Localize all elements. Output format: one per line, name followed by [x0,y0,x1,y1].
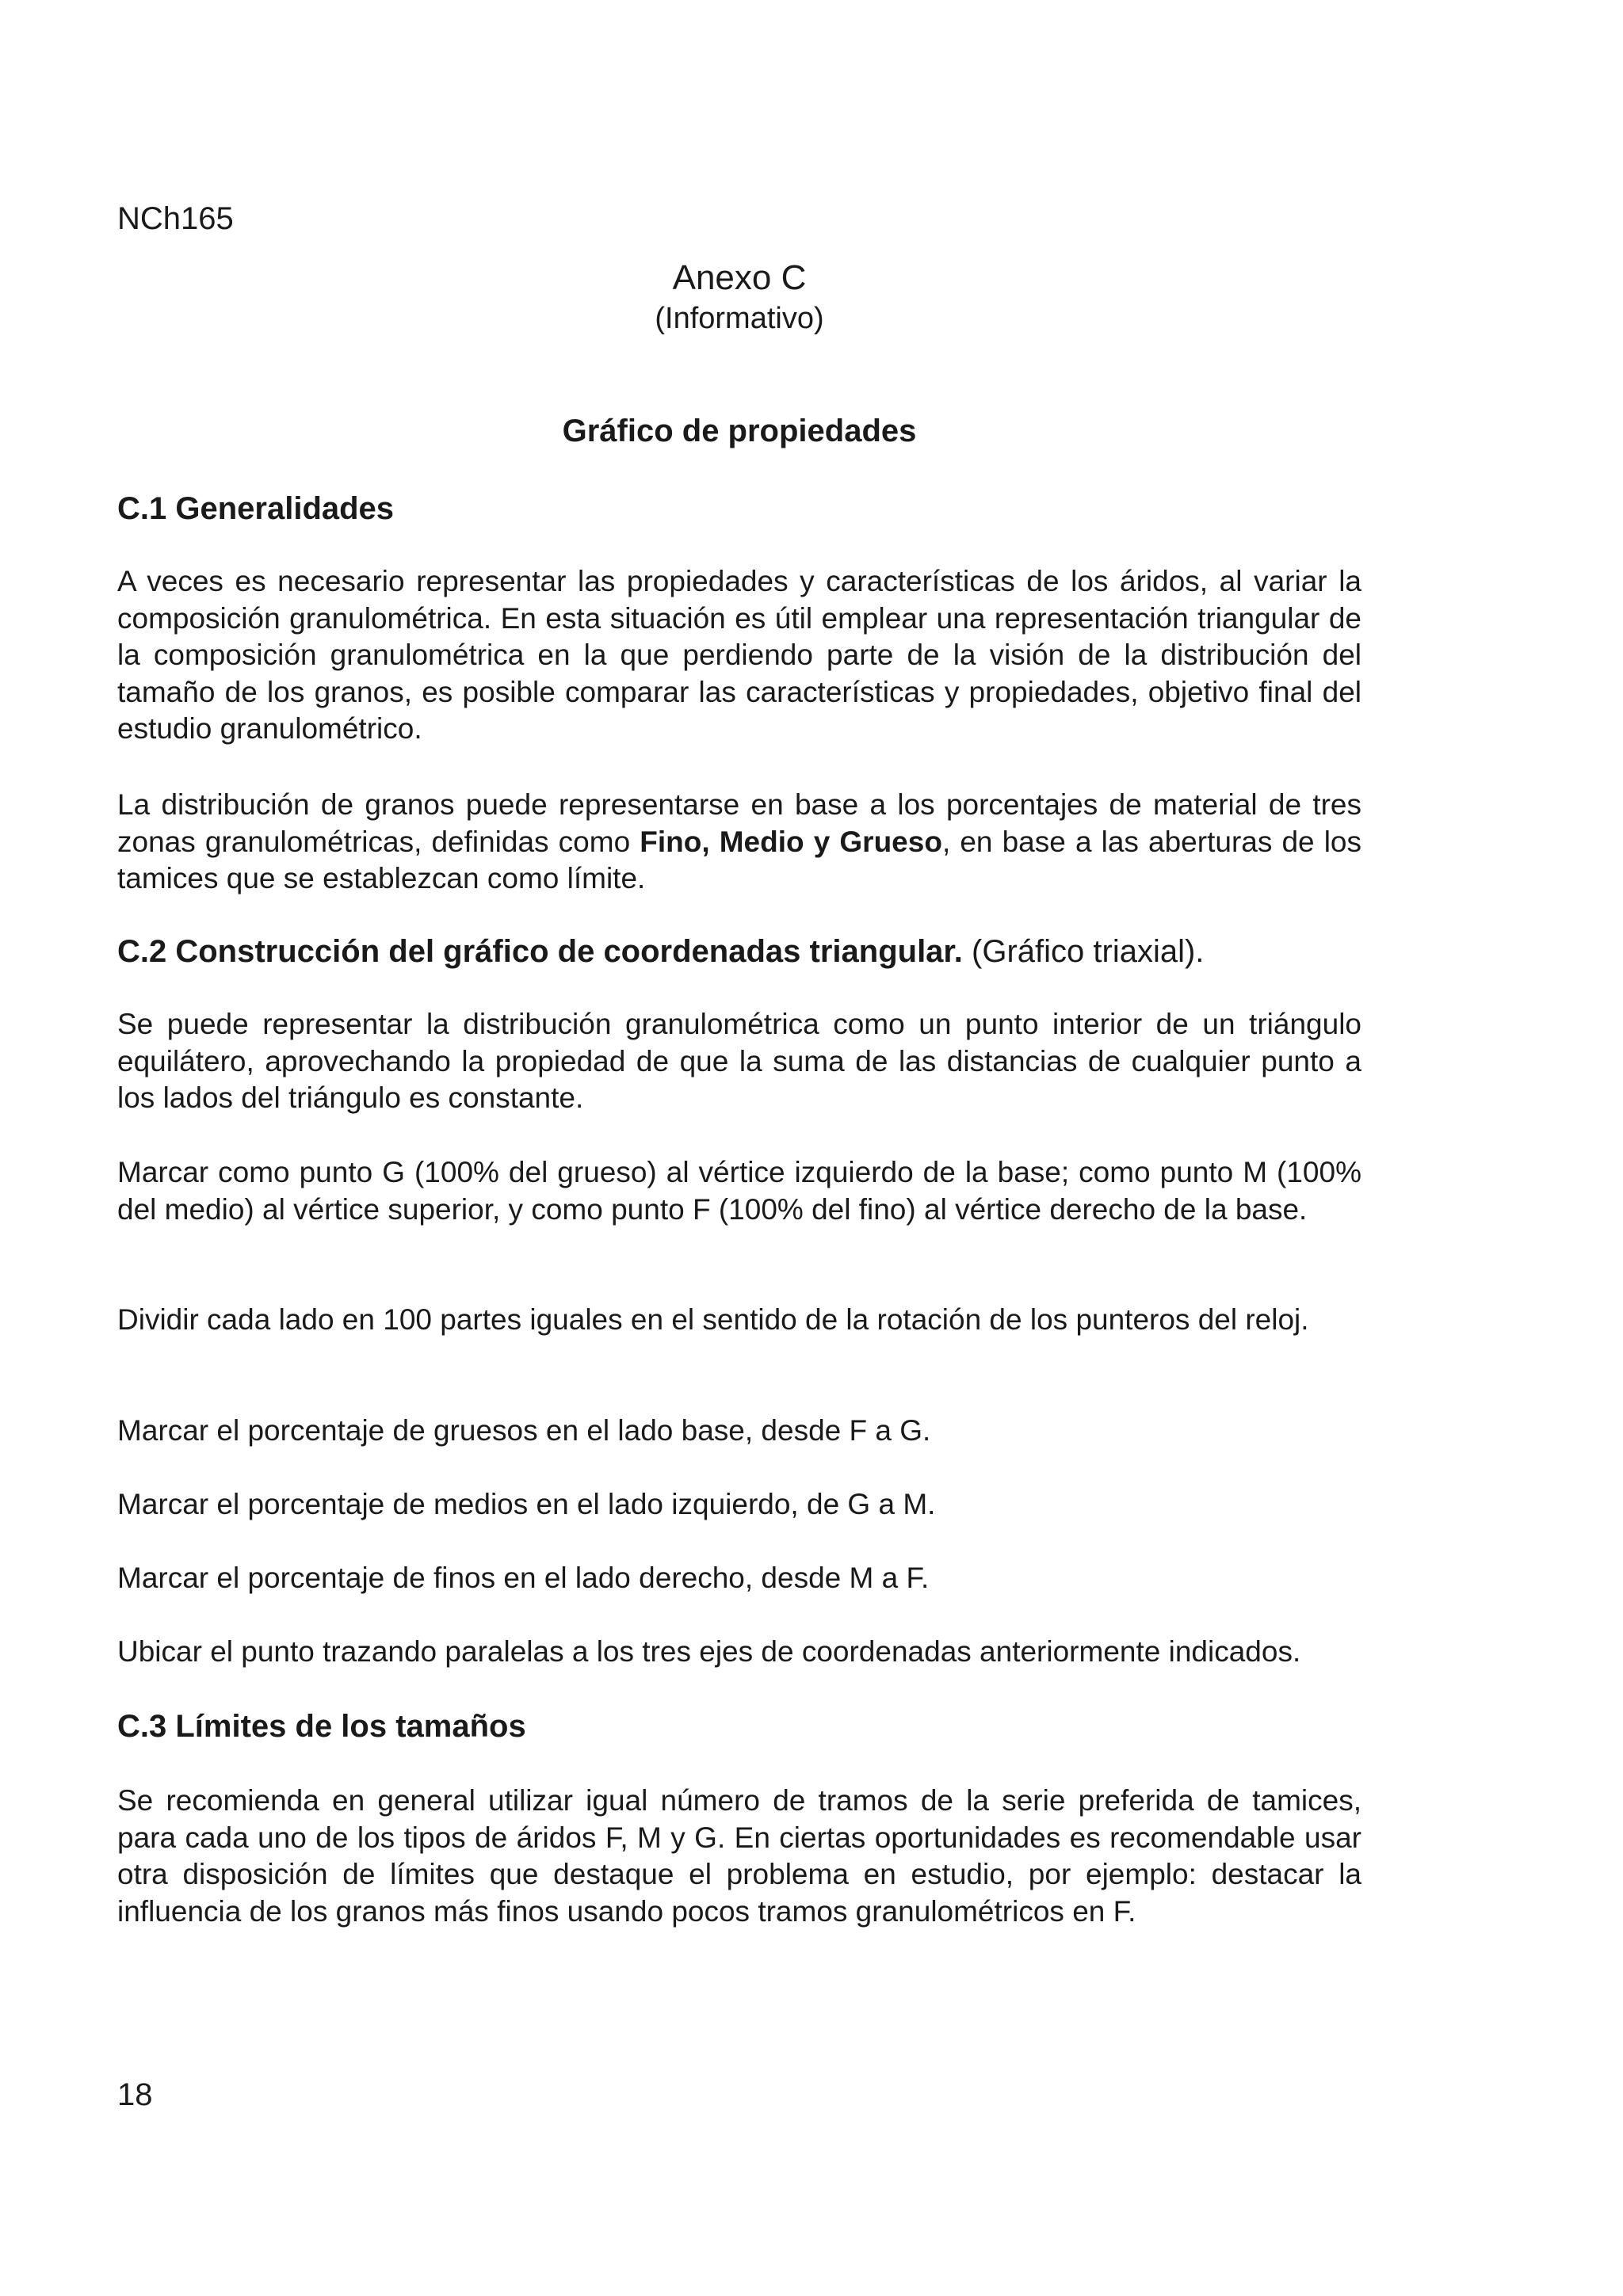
paragraph-c1-2-bold: Fino, Medio y Grueso [640,825,942,858]
document-page [117,0,1361,2296]
section-heading-c2-bold: C.2 Construcción del gráfico de coordenadas triangular. [117,934,963,969]
section-heading-c2 [117,931,1204,972]
paragraph-c1-2-text-a: La distribución de granos puede representarse en base a los porcentajes de material de tres zonas granulométricas, definidas como [117,788,1361,858]
document-code: NCh165 [117,201,234,236]
annex-subtitle: (Informativo) [655,302,824,335]
section-heading-c2-normal: (Gráfico triaxial). [962,934,1205,969]
paragraph-c1-2-text-b: , en base a las aberturas de los tamices que se establezcan como límite. [117,825,1362,894]
paragraph-c2-1: Se puede representar la distribución granulométrica como un punto interior de un triángulo equilátero, aprovechando la propiedad de que la suma de las distancias de cualquier punto a los lados del triángulo es constante. [117,1008,1361,1114]
paragraph-c2-5: Marcar el porcentaje de medios en el lado izquierdo, de G a M. [117,1488,936,1520]
page-number: 18 [117,2077,153,2112]
paragraph-c1-2 [117,787,1361,898]
paragraph-c2-7: Ubicar el punto trazando paralelas a los tres ejes de coordenadas anteriormente indicados. [117,1635,1301,1668]
page-heading: Gráfico de propiedades [562,414,917,448]
paragraph-c2-2: Marcar como punto G (100% del grueso) al vértice izquierdo de la base; como punto M (100% del medio) al vértice superior, y como punto F (100% del fino) al vértice derecho de la base. [117,1156,1361,1226]
paragraph-c2-4: Marcar el porcentaje de gruesos en el lado base, desde F a G. [117,1414,931,1447]
section-heading-c1: C.1 Generalidades [117,491,395,526]
paragraph-c2-3: Dividir cada lado en 100 partes iguales en el sentido de la rotación de los punteros del reloj. [117,1303,1309,1336]
section-heading-c3: C.3 Límites de los tamaños [117,1709,526,1744]
paragraph-c3-1: Se recomienda en general utilizar igual número de tramos de la serie preferida de tamices, para cada uno de los tipos de áridos F, M y G. En ciertas oportunidades es recomendable usar otra disposición de límites que destaque el problema en estudio, por ejemplo: destacar la influencia de los granos más finos usando pocos tramos granulométricos en F. [117,1784,1361,1928]
paragraph-c1-1: A veces es necesario representar las propiedades y características de los áridos, al variar la composición granulométrica. En esta situación es útil emplear una representación triangular de la composición granulométrica en la que perdiendo parte de la visión de la distribución del tamaño de los granos, es posible comparar las características y propiedades, objetivo final del estudio granulométrico. [117,565,1361,745]
paragraph-c2-6: Marcar el porcentaje de finos en el lado derecho, desde M a F. [117,1562,930,1594]
annex-title: Anexo C [672,258,807,297]
